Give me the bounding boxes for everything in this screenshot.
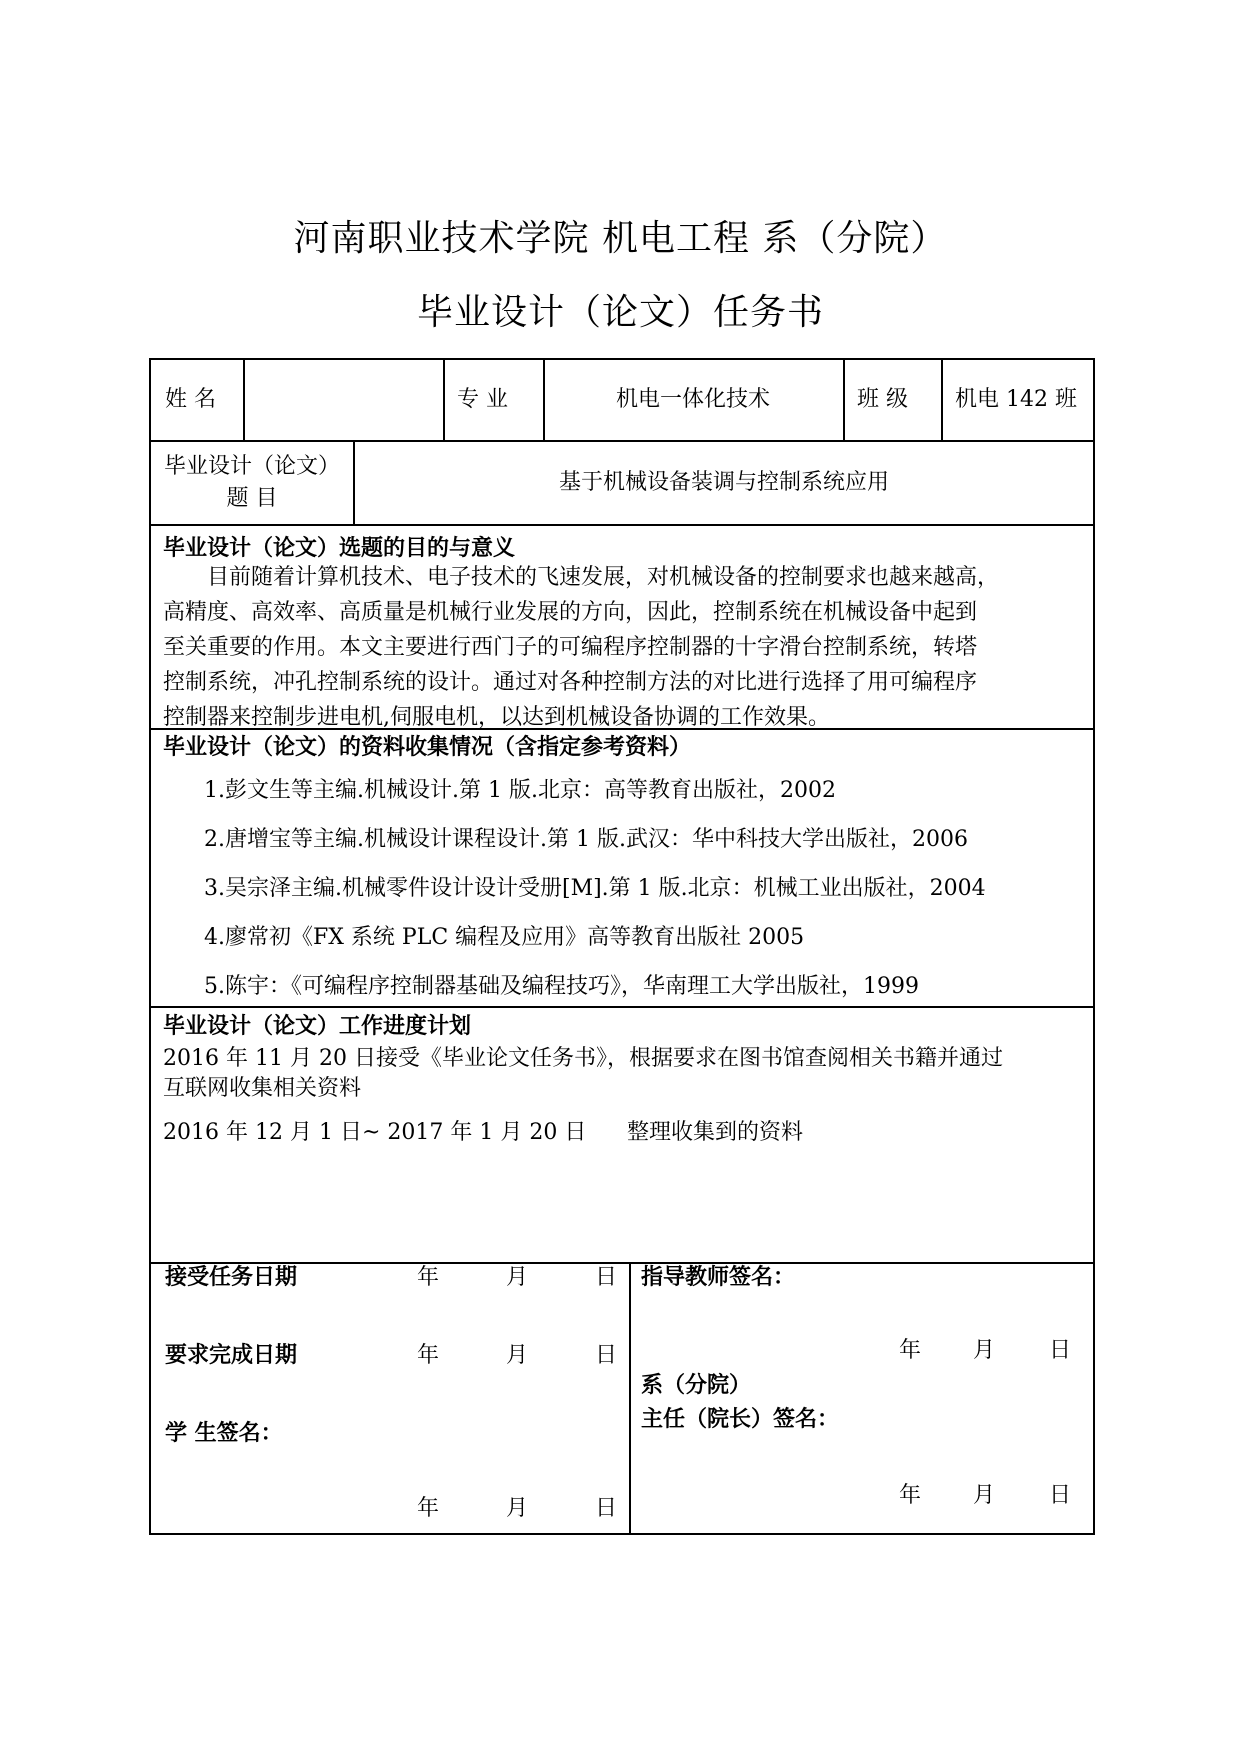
major-value: 机电一体化技术: [615, 387, 770, 412]
col-divider: [843, 360, 845, 440]
purpose-line: 至关重要的作用。本文主要进行西门子的可编程序控制器的十字滑台控制系统，转塔: [163, 635, 978, 660]
row-divider: [151, 524, 1093, 526]
advisor-signature-label: 指导教师签名：: [641, 1265, 796, 1290]
col-divider: [443, 360, 445, 440]
major-label: 专 业: [457, 387, 508, 412]
document-title: 毕业设计（论文）任务书: [416, 292, 824, 333]
purpose-line: 高精度、高效率、高质量是机械行业发展的方向，因此，控制系统在机械设备中起到: [163, 600, 978, 625]
year-label: 年: [899, 1483, 922, 1508]
row-divider: [151, 440, 1093, 442]
schedule-line: 2016 年 11 月 20 日接受《毕业论文任务书》，根据要求在图书馆查阅相关书籍并通过: [163, 1046, 1003, 1071]
references-heading: 毕业设计（论文）的资料收集情况（含指定参考资料）: [163, 735, 692, 760]
class-label: 班 级: [857, 387, 908, 412]
topic-label-line1: 毕业设计（论文）: [163, 454, 340, 479]
student-signature-label: 学 生签名：: [165, 1421, 283, 1446]
month-label: 月: [973, 1338, 996, 1363]
schedule-heading: 毕业设计（论文）工作进度计划: [163, 1014, 472, 1039]
col-divider: [629, 1262, 631, 1535]
complete-date-label: 要求完成日期: [165, 1343, 298, 1368]
reference-item: 1.彭文生等主编.机械设计.第 1 版.北京：高等教育出版社，2002: [204, 778, 836, 803]
topic-value: 基于机械设备装调与控制系统应用: [558, 470, 889, 495]
schedule-task: 整理收集到的资料: [627, 1120, 804, 1145]
row-divider: [151, 1262, 1093, 1264]
day-label: 日: [1049, 1483, 1072, 1508]
purpose-paragraph: [163, 560, 1093, 735]
reference-item: 3.吴宗泽主编.机械零件设计设计受册[M].第 1 版.北京：机械工业出版社，2004: [204, 876, 986, 901]
month-label: 月: [506, 1265, 529, 1290]
day-label: 日: [1049, 1338, 1072, 1363]
task-form-table: [149, 358, 1095, 1535]
year-label: 年: [417, 1496, 440, 1521]
col-divider: [941, 360, 943, 440]
month-label: 月: [506, 1343, 529, 1368]
day-label: 日: [595, 1496, 618, 1521]
day-label: 日: [595, 1343, 618, 1368]
col-divider: [243, 360, 245, 440]
class-value: 机电 142 班: [955, 387, 1077, 412]
year-label: 年: [899, 1338, 922, 1363]
row-divider: [151, 1006, 1093, 1008]
year-label: 年: [417, 1343, 440, 1368]
reference-item: 2.唐增宝等主编.机械设计课程设计.第 1 版.武汉：华中科技大学出版社，2006: [204, 827, 968, 852]
schedule-date-range: 2016 年 12 月 1 日~ 2017 年 1 月 20 日: [163, 1120, 587, 1145]
reference-item: 4.廖常初《FX 系统 PLC 编程及应用》高等教育出版社 2005: [204, 925, 805, 950]
purpose-line: 目前随着计算机技术、电子技术的飞速发展，对机械设备的控制要求也越来越高，: [163, 565, 1000, 590]
schedule-line: 互联网收集相关资料: [163, 1076, 362, 1101]
topic-label-line2: 题 目: [226, 486, 278, 511]
purpose-heading: 毕业设计（论文）选题的目的与意义: [163, 536, 516, 561]
department-label: 系（分院）: [641, 1373, 752, 1398]
month-label: 月: [506, 1496, 529, 1521]
school-department-title: 河南职业技术学院 机电工程 系（分院）: [293, 218, 948, 259]
year-label: 年: [417, 1265, 440, 1290]
dean-signature-label: 主任（院长）签名：: [641, 1407, 840, 1432]
purpose-line: 控制系统，冲孔控制系统的设计。通过对各种控制方法的对比进行选择了用可编程序: [163, 670, 978, 695]
day-label: 日: [595, 1265, 618, 1290]
reference-item: 5.陈宇：《可编程序控制器基础及编程技巧》，华南理工大学出版社，1999: [204, 974, 919, 999]
month-label: 月: [973, 1483, 996, 1508]
accept-date-label: 接受任务日期: [165, 1265, 298, 1290]
purpose-line: 控制器来控制步进电机,伺服电机，以达到机械设备协调的工作效果。: [163, 705, 830, 730]
name-label: 姓 名: [165, 387, 216, 412]
